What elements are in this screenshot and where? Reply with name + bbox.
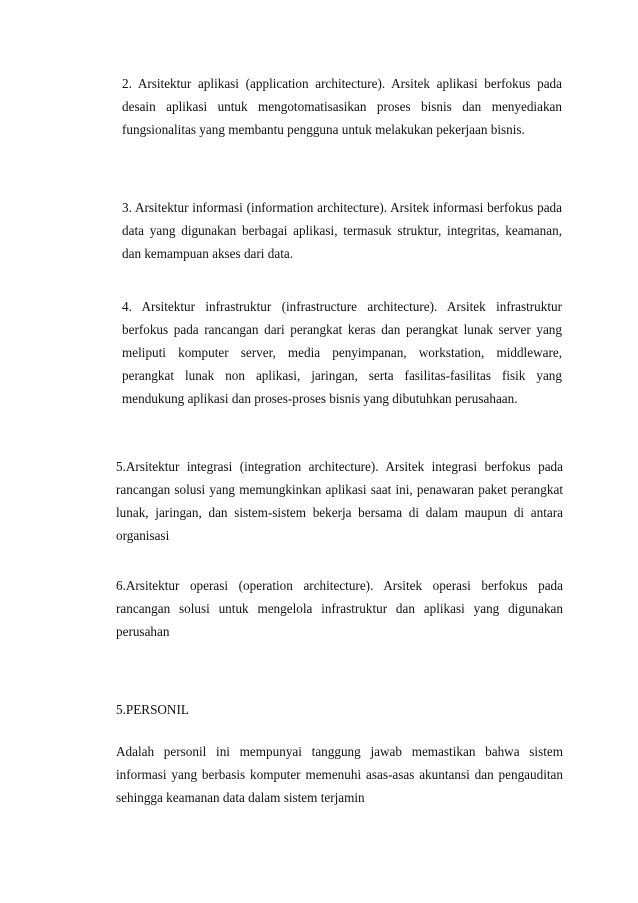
section-heading-personil: 5.PERSONIL xyxy=(116,702,189,717)
paragraph-integration-architecture: 5.Arsitektur integrasi (integration architecture). Arsitek integrasi berfokus pada rancangan solusi yang memungkinkan aplikasi saat ini, penawaran paket perangkat lunak, jaringan, dan sistem-sistem bekerja bersama di dalam maupun di antara organisasi xyxy=(116,459,563,543)
paragraph-application-architecture: 2. Arsitektur aplikasi (application architecture). Arsitek aplikasi berfokus pada desain aplikasi untuk mengotomatisasikan proses bisnis dan menyediakan fungsionalitas yang membantu pengguna untuk melakukan pekerjaan bisnis. xyxy=(122,76,562,137)
paragraph-personil: Adalah personil ini mempunyai tanggung jawab memastikan bahwa sistem informasi yang berbasis komputer memenuhi asas-asas akuntansi dan pengauditan sehingga keamanan data dalam sistem terjamin xyxy=(116,744,563,805)
paragraph-infrastructure-architecture: 4. Arsitektur infrastruktur (infrastructure architecture). Arsitek infrastruktur berfokus pada rancangan dari perangkat keras dan perangkat lunak server yang meliputi komputer server, media penyimpanan, workstation, middleware, perangkat lunak non aplikasi, jaringan, serta fasilitas-fasilitas fisik yang mendukung aplikasi dan proses-proses bisnis yang dibutuhkan perusahaan. xyxy=(122,299,562,406)
paragraph-operation-architecture: 6.Arsitektur operasi (operation architecture). Arsitek operasi berfokus pada rancangan solusi untuk mengelola infrastruktur dan aplikasi yang digunakan perusahan xyxy=(116,578,563,639)
paragraph-information-architecture: 3. Arsitektur informasi (information architecture). Arsitek informasi berfokus pada data yang digunakan berbagai aplikasi, termasuk struktur, integritas, keamanan, dan kemampuan akses dari data. xyxy=(122,200,562,261)
